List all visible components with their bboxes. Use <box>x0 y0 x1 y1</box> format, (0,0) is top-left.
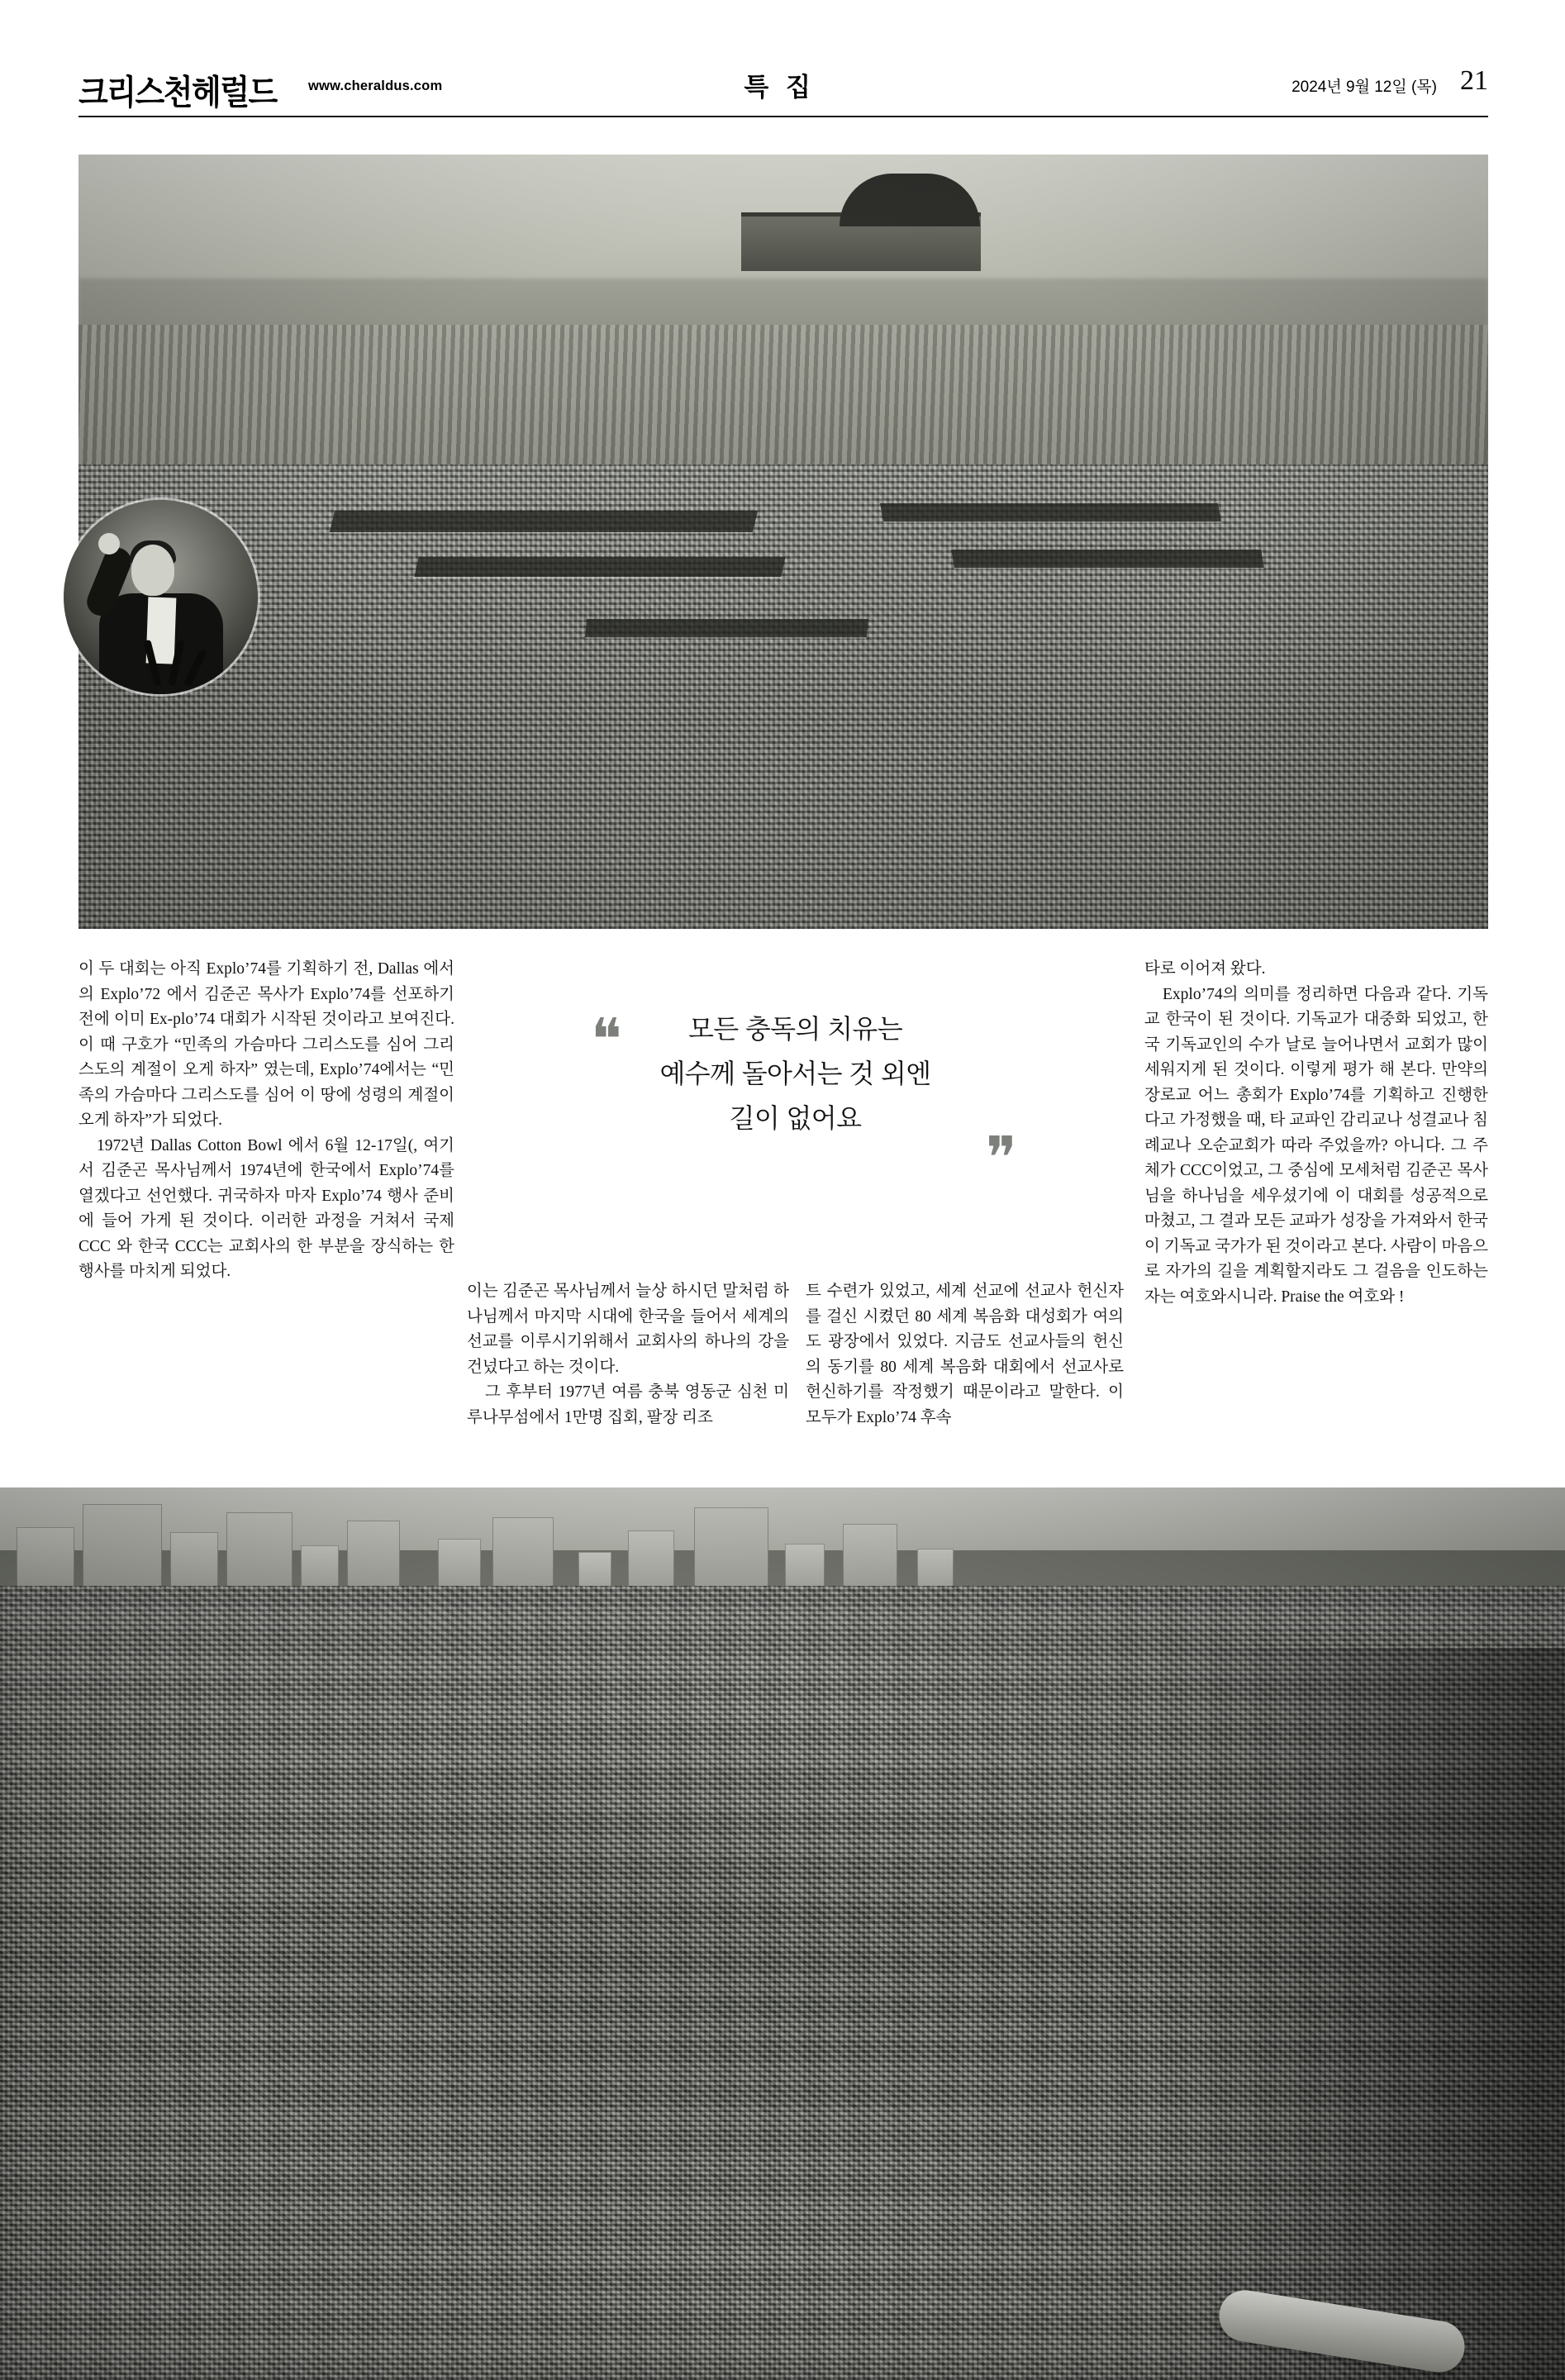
article-paragraph: 이는 김준곤 목사님께서 늘상 하시던 말처럼 하나님께서 마지막 시대에 한국을 들어서 세계의 선교를 이루시기위해서 교회사의 하나의 강을 건넜다고 하는 것이다. <box>467 1283 789 1376</box>
article-paragraph: 그 후부터 1977년 여름 충북 영동군 심천 미루나무섬에서 1만명 집회, 팔장 리조 <box>467 1383 789 1426</box>
top-photo <box>78 155 1488 929</box>
article-column-1 <box>78 957 454 1285</box>
photo-vignette <box>0 1488 1565 2380</box>
pull-quote-line: 예수께 돌아서는 것 외엔 <box>659 1059 931 1088</box>
page-number: 21 <box>1460 65 1488 96</box>
article-paragraph: 1972년 Dallas Cotton Bowl 에서 6월 12-17일(, 여기서 김준곤 목사님께서 1974년에 한국에서 Explo’74를 열겠다고 선언했다. 귀국하자 마자 Explo’74 행사 준비에 들어 가게 된 것이다. 이러한 과정을 거쳐서 국제 CCC 와 한국 CCC는 교회사의 한 부분을 장식하는 한 행사를 마치게 되었다. <box>78 1136 454 1280</box>
article-paragraph: Explo’74의 의미를 정리하면 다음과 같다. 기독교 한국이 된 것이다. 기독교가 대중화 되었고, 한국 기독교인의 수가 날로 늘어나면서 교회가 많이 세워지게 된 것이다. 이렇게 평가 해 본다. 만약의 장로교 어느 총회가 Explo’74를 기획하고 진행한다고 가정했을 때, 타 교파인 감리교나 성결교나 침례교나 오순교회가 따라 주었을까? 아니다. 그 주체가 CCC이었고, 그 중심에 모세처럼 김준곤 목사님을 하나님을 세우셨기에 이 대회를 성공적으로 마쳤고, 그 결과 모든 교파가 성장을 가져와서 한국이 기독교 국가가 된 것이라고 본다. 사람이 마음으로 자가의 길을 계획할지라도 그 걸음을 인도하는 자는 여호와시니라. Praise the 여호와 ! <box>1144 985 1488 1306</box>
bottom-photo <box>0 1488 1565 2380</box>
pull-quote-line: 길이 없어요 <box>729 1103 862 1133</box>
section-title: 특 집 <box>744 73 816 102</box>
article-paragraph: 트 수련가 있었고, 세계 선교에 선교사 헌신자를 걸신 시켰던 80 세계 복음화 대성회가 여의도 광장에서 있었다. 지금도 선교사들의 헌신의 동기를 80 세계 복음화 대회에서 선교사로 헌신하기를 작정했기 때문이라고 말한다. 이 모두가 Explo’74 후속 <box>806 1283 1124 1426</box>
issue-date: 2024년 9월 12일 (목) <box>1291 79 1437 96</box>
article-column-4 <box>1144 957 1488 1310</box>
article-column-3 <box>806 1279 1124 1430</box>
publication-website[interactable]: www.cheraldus.com <box>308 79 443 93</box>
portrait-head <box>131 545 174 596</box>
inset-portrait-photo <box>64 500 258 694</box>
article-paragraph: 이 두 대회는 아직 Explo’74를 기획하기 전, Dallas 에서의 Explo’72 에서 김준곤 목사가 Explo’74를 선포하기 전에 이미 Ex-plo’74 대회가 시작된 것이라고 보여진다. 이 때 구호가 “민족의 가슴마다 그리스도를 심어 그리스도의 계절이 오게 하자” 였는데, Explo’74에서는 “민족의 가슴마다 그리스도를 심어 이 땅에 성령의 계절이 오게 하자”가 되었다. <box>78 960 454 1129</box>
pull-quote: ❝ 모든 충독의 치유는 예수께 돌아서는 것 외엔 길이 없어요 ❞ <box>467 1007 1124 1140</box>
publication-logo: 크리스천헤럴드 <box>78 74 277 112</box>
masthead <box>78 64 1488 112</box>
photo-vignette <box>78 155 1488 929</box>
pull-quote-line: 모든 충독의 치유는 <box>687 1014 903 1044</box>
article-paragraph: 타로 이어져 왔다. <box>1144 960 1266 978</box>
article-column-2 <box>467 1279 789 1430</box>
masthead-divider <box>78 116 1488 117</box>
